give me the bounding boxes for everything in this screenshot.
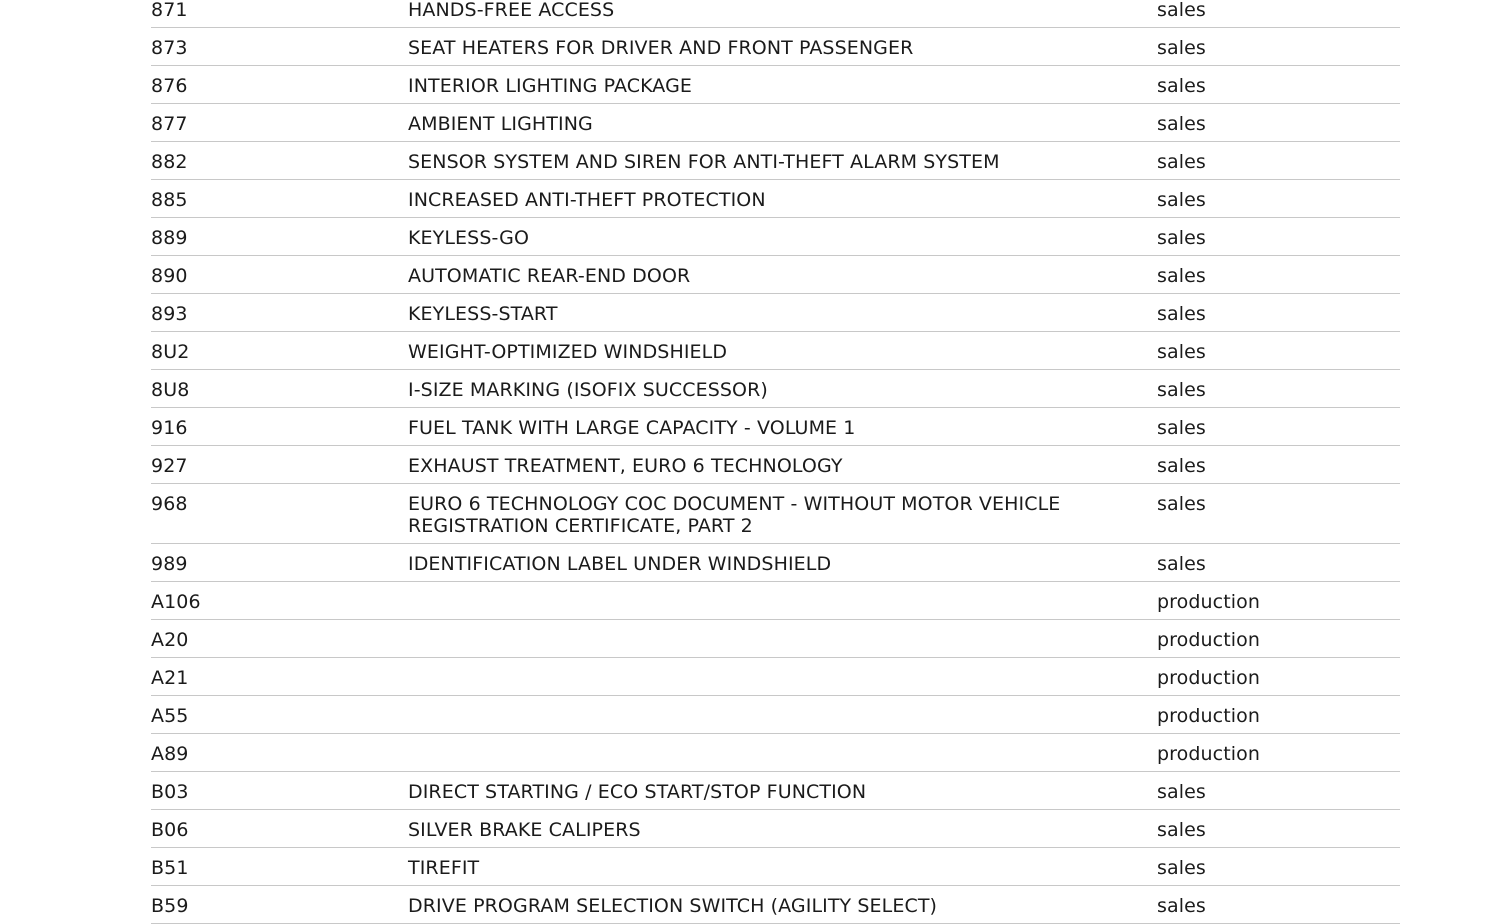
table-row [151,620,1400,658]
option-code: B03 [151,781,189,803]
option-description: SEAT HEATERS FOR DRIVER AND FRONT PASSENGER [408,37,914,59]
option-source: sales [1157,493,1206,515]
table-row [151,218,1400,256]
option-source: production [1157,667,1261,689]
table-row [151,0,1400,28]
option-code: 916 [151,417,188,439]
option-description: IDENTIFICATION LABEL UNDER WINDSHIELD [408,553,832,575]
table-row [151,142,1400,180]
option-code: 877 [151,113,188,135]
table-row [151,886,1400,924]
table-row [151,734,1400,772]
option-source: sales [1157,341,1206,363]
option-source: sales [1157,151,1206,173]
table-row [151,180,1400,218]
option-description: HANDS-FREE ACCESS [408,0,615,21]
option-description: INCREASED ANTI-THEFT PROTECTION [408,189,766,211]
option-code: 8U8 [151,379,190,401]
table-row [151,370,1400,408]
table-row [151,256,1400,294]
table-row [151,408,1400,446]
option-description: AMBIENT LIGHTING [408,113,593,135]
option-source: sales [1157,819,1206,841]
table-row [151,544,1400,582]
option-description: SILVER BRAKE CALIPERS [408,819,641,841]
option-description: DRIVE PROGRAM SELECTION SWITCH (AGILITY SELECT) [408,895,938,917]
option-code: 882 [151,151,188,173]
option-source: sales [1157,303,1206,325]
option-code: B59 [151,895,189,917]
option-code: 871 [151,0,188,21]
table-row [151,446,1400,484]
option-code: B06 [151,819,189,841]
option-source: sales [1157,75,1206,97]
option-code: A89 [151,743,189,765]
option-source: sales [1157,781,1206,803]
option-description: WEIGHT-OPTIMIZED WINDSHIELD [408,341,728,363]
option-code: 989 [151,553,188,575]
option-code: 885 [151,189,188,211]
option-source: sales [1157,113,1206,135]
table-row [151,66,1400,104]
table-row [151,810,1400,848]
option-source: production [1157,591,1261,613]
options-table [151,0,1400,924]
option-source: sales [1157,227,1206,249]
option-source: production [1157,743,1261,765]
option-source: sales [1157,265,1206,287]
table-row [151,28,1400,66]
option-code: A55 [151,705,189,727]
table-row [151,658,1400,696]
option-description: KEYLESS-START [408,303,558,325]
option-code: 889 [151,227,188,249]
option-description: SENSOR SYSTEM AND SIREN FOR ANTI-THEFT ALARM SYSTEM [408,151,1000,173]
option-code: 8U2 [151,341,190,363]
option-description: EXHAUST TREATMENT, EURO 6 TECHNOLOGY [408,455,843,477]
option-description: INTERIOR LIGHTING PACKAGE [408,75,693,97]
table-row [151,294,1400,332]
option-source: sales [1157,37,1206,59]
option-source: sales [1157,857,1206,879]
option-source: sales [1157,895,1206,917]
table-row [151,104,1400,142]
option-code: 893 [151,303,188,325]
option-source: sales [1157,189,1206,211]
option-description: TIREFIT [408,857,480,879]
table-row [151,484,1400,544]
option-description: AUTOMATIC REAR-END DOOR [408,265,691,287]
option-description: FUEL TANK WITH LARGE CAPACITY - VOLUME 1 [408,417,856,439]
option-source: sales [1157,553,1206,575]
option-source: sales [1157,0,1206,21]
option-code: 873 [151,37,188,59]
option-source: sales [1157,379,1206,401]
option-code: 927 [151,455,188,477]
option-code: B51 [151,857,189,879]
option-description: KEYLESS-GO [408,227,530,249]
table-row [151,332,1400,370]
option-code: A106 [151,591,201,613]
table-row [151,772,1400,810]
option-source: production [1157,705,1261,727]
option-description: EURO 6 TECHNOLOGY COC DOCUMENT - WITHOUT MOTOR VEHICLE REGISTRATION CERTIFICATE, PART 2 [408,493,1061,537]
option-description: DIRECT STARTING / ECO START/STOP FUNCTION [408,781,867,803]
table-row [151,696,1400,734]
option-source: production [1157,629,1261,651]
option-code: 890 [151,265,188,287]
option-code: 968 [151,493,188,515]
option-code: 876 [151,75,188,97]
option-source: sales [1157,417,1206,439]
option-code: A21 [151,667,189,689]
option-description: I-SIZE MARKING (ISOFIX SUCCESSOR) [408,379,768,401]
table-row [151,848,1400,886]
table-row [151,582,1400,620]
option-source: sales [1157,455,1206,477]
option-code: A20 [151,629,189,651]
